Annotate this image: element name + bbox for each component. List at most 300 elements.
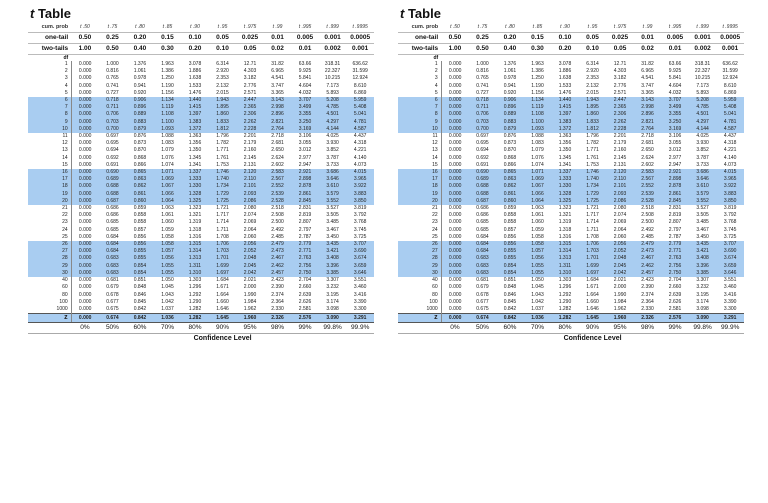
critical-value: 1.706: [209, 241, 237, 248]
critical-value: 2.015: [586, 89, 599, 96]
critical-value: 2.365: [606, 104, 634, 111]
critical-value: 0.855: [496, 255, 524, 262]
table-row: [398, 97, 744, 104]
critical-value: 0.876: [133, 133, 147, 140]
table-row: [398, 155, 744, 162]
critical-value: 2.052: [606, 248, 634, 255]
critical-value: 31.82: [271, 61, 284, 67]
df-value: 30: [398, 270, 441, 277]
critical-value: 0.686: [106, 212, 119, 219]
critical-value: 1.729: [579, 191, 607, 198]
critical-value: 2.179: [613, 140, 627, 147]
critical-value: 2.330: [641, 305, 654, 312]
critical-value: 1.119: [154, 104, 182, 111]
confidence-value: 99.8%: [689, 323, 717, 334]
critical-value: 1.083: [161, 140, 174, 147]
critical-value: 0.685: [106, 219, 119, 226]
critical-value: 2.353: [586, 75, 599, 82]
df-value: 27: [398, 248, 441, 255]
df-value: 25: [398, 234, 441, 241]
critical-value: 3.450: [696, 233, 709, 240]
critical-value: 1.812: [209, 126, 237, 133]
critical-value: 2.552: [634, 183, 662, 190]
one-tail-header-cell: 0.25: [469, 33, 497, 44]
critical-value: 1.860: [209, 111, 237, 118]
two-tails-header-cell: 0.40: [496, 44, 524, 55]
critical-value: 0.741: [476, 82, 489, 89]
table-title: [30, 6, 374, 22]
critical-value: 1.771: [216, 147, 229, 154]
critical-value: 1.108: [154, 111, 182, 118]
critical-value: 2.821: [634, 119, 662, 126]
critical-value: 1.076: [161, 154, 174, 161]
df-value: 16: [28, 169, 71, 176]
critical-value: 1.296: [558, 284, 572, 291]
critical-value: 1.333: [551, 176, 579, 183]
critical-value: 1.638: [188, 75, 202, 82]
df-value: 11: [398, 133, 441, 140]
critical-value: 3.421: [319, 248, 347, 255]
critical-value: 0.000: [441, 191, 469, 198]
critical-value: 2.131: [613, 161, 627, 168]
cum-prob-header-cell: t .9995: [716, 22, 744, 33]
critical-value: 2.898: [291, 176, 319, 183]
critical-value: 2.807: [298, 219, 312, 226]
confidence-value: 99%: [291, 323, 319, 334]
critical-value: 0.692: [476, 154, 489, 161]
critical-value: 3.745: [353, 226, 367, 233]
table-row: [398, 133, 744, 140]
critical-value: 0.000: [78, 140, 92, 147]
critical-value: 0.000: [448, 298, 462, 305]
table-row: [28, 255, 374, 262]
critical-value: 2.718: [271, 133, 284, 140]
critical-value: 3.435: [319, 241, 347, 248]
one-tail-header-cell: 0.0005: [716, 33, 744, 44]
t-distribution-table: [28, 22, 374, 344]
critical-value: 0.842: [503, 305, 517, 312]
critical-value: 0.695: [106, 140, 119, 147]
critical-value: 3.850: [716, 198, 744, 205]
critical-value: 0.848: [503, 284, 517, 291]
critical-value: 3.747: [271, 82, 284, 89]
critical-value: 0.000: [448, 89, 462, 96]
critical-value: 0.000: [78, 68, 92, 75]
critical-value: 0.000: [441, 176, 469, 183]
critical-value: 3.659: [716, 263, 744, 270]
critical-value: 3.646: [716, 270, 744, 277]
table-row: [398, 104, 744, 111]
critical-value: 1.045: [161, 284, 174, 291]
confidence-value: 70%: [524, 323, 552, 334]
critical-value: 3.485: [326, 219, 339, 226]
critical-value: 3.098: [696, 305, 709, 312]
critical-value: 3.930: [326, 140, 339, 147]
df-value: 5: [398, 90, 441, 97]
critical-value: 1.088: [531, 133, 544, 140]
critical-value: 1.886: [188, 68, 202, 75]
critical-value: 1.311: [551, 263, 579, 270]
table-row: [28, 68, 374, 75]
critical-value: 0.688: [469, 183, 497, 190]
critical-value: 0.685: [106, 226, 119, 233]
critical-value: 0.000: [78, 75, 92, 82]
critical-value: 1.042: [161, 298, 174, 305]
critical-value: 2.069: [243, 219, 257, 226]
critical-value: 4.541: [271, 75, 284, 82]
critical-value: 1.746: [579, 169, 607, 176]
critical-value: 4.501: [319, 111, 347, 118]
critical-value: 0.688: [469, 191, 497, 198]
critical-value: 0.683: [99, 263, 127, 270]
critical-value: 2.485: [271, 233, 284, 240]
critical-value: 2.042: [236, 270, 264, 277]
df-value: 2: [398, 68, 441, 75]
critical-value: 0.856: [503, 233, 517, 240]
df-value: 10: [398, 126, 441, 133]
critical-value: 0.000: [71, 241, 99, 248]
critical-value: 2.779: [291, 241, 319, 248]
critical-value: 3.690: [346, 248, 374, 255]
df-value: 11: [28, 133, 71, 140]
critical-value: 1.711: [586, 226, 599, 233]
one-tail-header-cell: 0.05: [209, 33, 237, 44]
critical-value: 2.998: [264, 104, 292, 111]
table-row: [28, 162, 374, 169]
critical-value: 1.190: [161, 82, 174, 89]
critical-value: 2.228: [606, 126, 634, 133]
df-value: 20: [398, 198, 441, 205]
critical-value: 4.303: [613, 68, 627, 75]
critical-value: 4.025: [696, 133, 709, 140]
critical-value: 3.195: [326, 291, 339, 298]
critical-value: 2.650: [271, 147, 284, 154]
critical-value: 3.883: [716, 191, 744, 198]
critical-value: 3.012: [298, 147, 312, 154]
df-value: 23: [398, 219, 441, 226]
df-value: 18: [28, 183, 71, 190]
critical-value: 2.764: [264, 126, 292, 133]
critical-value: 0.692: [106, 154, 119, 161]
df-value: 4: [28, 83, 71, 90]
critical-value: 5.041: [346, 111, 374, 118]
two-tails-header-cell: 0.05: [236, 44, 264, 55]
critical-value: 0.694: [476, 147, 489, 154]
critical-value: 0.978: [503, 75, 517, 82]
table-row: [28, 83, 374, 90]
critical-value: 2.776: [613, 82, 627, 89]
df-value: 8: [398, 111, 441, 118]
t-table-left: [28, 6, 374, 344]
z-value: 2.576: [661, 314, 689, 323]
critical-value: 1.725: [579, 198, 607, 205]
critical-value: 2.639: [668, 291, 682, 298]
df-value: 13: [28, 147, 71, 154]
critical-value: 1.000: [476, 61, 489, 67]
critical-value: 1.895: [579, 104, 607, 111]
table-row: [398, 299, 744, 306]
critical-value: 0.000: [78, 277, 92, 284]
critical-value: 6.314: [586, 61, 599, 67]
critical-value: 1.963: [531, 61, 544, 67]
critical-value: 1.328: [181, 191, 209, 198]
critical-value: 1.156: [161, 89, 174, 96]
critical-value: 1.860: [579, 111, 607, 118]
critical-value: 1.061: [531, 212, 544, 219]
critical-value: 0.866: [133, 161, 147, 168]
confidence-value: 95%: [236, 323, 264, 334]
critical-value: 1.303: [558, 277, 572, 284]
critical-value: 0.855: [496, 248, 524, 255]
critical-value: 0.873: [133, 140, 147, 147]
critical-value: 2.120: [606, 169, 634, 176]
critical-value: 9.925: [668, 68, 682, 75]
df-value: 15: [28, 162, 71, 169]
critical-value: 0.677: [476, 298, 489, 305]
table-row: [398, 140, 744, 147]
z-value: 0.842: [126, 314, 154, 323]
critical-value: 1.282: [558, 305, 572, 312]
critical-value: 2.567: [264, 176, 292, 183]
critical-value: 2.056: [236, 241, 264, 248]
critical-value: 1.250: [531, 75, 544, 82]
critical-value: 0.860: [496, 198, 524, 205]
one-tail-header-cell: 0.01: [634, 33, 662, 44]
critical-value: 0.000: [441, 248, 469, 255]
table-row: [398, 126, 744, 133]
critical-value: 2.306: [606, 111, 634, 118]
critical-value: 3.460: [353, 284, 367, 291]
critical-value: 1.746: [209, 169, 237, 176]
critical-value: 2.145: [613, 154, 627, 161]
critical-value: 0.678: [106, 291, 119, 298]
cum-prob-header-cell: t .999: [689, 22, 717, 33]
critical-value: 3.610: [319, 183, 347, 190]
table-row: [28, 155, 374, 162]
critical-value: 3.787: [696, 154, 709, 161]
critical-value: 1.313: [181, 255, 209, 262]
critical-value: 1.372: [551, 126, 579, 133]
critical-value: 2.779: [661, 241, 689, 248]
critical-value: 0.718: [99, 97, 127, 104]
cum-prob-header: [398, 22, 744, 33]
critical-value: 1.319: [558, 219, 572, 226]
critical-value: 2.048: [236, 255, 264, 262]
critical-value: 0.863: [126, 176, 154, 183]
critical-value: 0.700: [469, 126, 497, 133]
z-value: 3.090: [319, 314, 347, 323]
critical-value: 1.476: [558, 89, 572, 96]
critical-value: 1.684: [586, 277, 599, 284]
critical-value: 0.858: [503, 212, 517, 219]
critical-value: 2.262: [236, 119, 264, 126]
critical-value: 1.042: [531, 298, 544, 305]
critical-value: 0.000: [71, 191, 99, 198]
two-tails-header-cell: 0.20: [551, 44, 579, 55]
critical-value: 3.674: [346, 255, 374, 262]
critical-value: 1.325: [181, 198, 209, 205]
critical-value: 2.660: [668, 284, 682, 291]
critical-value: 1.372: [181, 126, 209, 133]
critical-value: 3.396: [319, 263, 347, 270]
table-row: [28, 270, 374, 277]
one-tail-header-cell: 0.15: [154, 33, 182, 44]
critical-value: 1.350: [188, 147, 202, 154]
critical-value: 3.883: [346, 191, 374, 198]
critical-value: 0.859: [133, 205, 147, 212]
critical-value: 3.467: [696, 226, 709, 233]
critical-value: 6.314: [216, 61, 229, 67]
df-value: 26: [28, 241, 71, 248]
critical-value: 3.579: [319, 191, 347, 198]
critical-value: 0.000: [78, 212, 92, 219]
df-value: 21: [398, 205, 441, 212]
critical-value: 3.055: [668, 140, 682, 147]
critical-value: 0.906: [496, 97, 524, 104]
critical-value: 1.664: [586, 291, 599, 298]
confidence-value: 90%: [209, 323, 237, 334]
critical-value: 2.048: [606, 255, 634, 262]
critical-value: 2.045: [236, 263, 264, 270]
critical-value: 1.646: [216, 305, 229, 312]
critical-value: 1.415: [551, 104, 579, 111]
critical-value: 4.144: [689, 126, 717, 133]
critical-value: 3.819: [723, 205, 737, 212]
critical-value: 1.337: [181, 169, 209, 176]
critical-value: 2.508: [271, 212, 284, 219]
critical-value: 2.021: [613, 277, 627, 284]
critical-value: 2.101: [606, 183, 634, 190]
critical-value: 2.080: [243, 205, 257, 212]
table-row: [398, 248, 744, 255]
critical-value: 0.862: [496, 183, 524, 190]
df-value: 6: [28, 97, 71, 104]
critical-value: 0.000: [71, 97, 99, 104]
one-tail-header-cell: 0.10: [551, 33, 579, 44]
critical-value: 0.000: [78, 133, 92, 140]
one-tail-header-cell: 0.0005: [346, 33, 374, 44]
cum-prob-header-cell: t .90: [181, 22, 209, 33]
critical-value: 3.505: [326, 212, 339, 219]
cum-prob-header-cell: t .85: [524, 22, 552, 33]
critical-value: 2.101: [236, 183, 264, 190]
critical-value: 1.660: [586, 298, 599, 305]
df-value: 8: [28, 111, 71, 118]
critical-value: 2.060: [613, 233, 627, 240]
df-value: 9: [28, 119, 71, 126]
critical-value: 1.796: [216, 133, 229, 140]
critical-value: 4.437: [723, 133, 737, 140]
df-value: 1000: [398, 306, 441, 314]
critical-value: 1.323: [558, 205, 572, 212]
critical-value: 2.021: [243, 277, 257, 284]
critical-value: 3.385: [689, 270, 717, 277]
critical-value: 1.063: [531, 205, 544, 212]
critical-value: 0.000: [71, 169, 99, 176]
critical-value: 1.383: [181, 119, 209, 126]
critical-value: 2.807: [668, 219, 682, 226]
critical-value: 2.539: [634, 191, 662, 198]
df-value: 7: [398, 104, 441, 111]
critical-value: 1.056: [524, 255, 552, 262]
critical-value: 4.140: [723, 154, 737, 161]
critical-value: 2.821: [264, 119, 292, 126]
table-row: [28, 119, 374, 126]
critical-value: 1.717: [216, 212, 229, 219]
critical-value: 3.725: [353, 233, 367, 240]
table-row: [398, 147, 744, 154]
one-tail-header: [28, 33, 374, 44]
critical-value: 3.365: [641, 89, 654, 96]
critical-value: 0.000: [78, 284, 92, 291]
critical-value: 0.000: [448, 140, 462, 147]
critical-value: 1.064: [524, 198, 552, 205]
df-value: 80: [398, 292, 441, 299]
critical-value: 1.303: [188, 277, 202, 284]
table-row: [398, 90, 744, 97]
critical-value: 1.037: [161, 305, 174, 312]
critical-value: 12.924: [352, 75, 368, 82]
critical-value: 1.383: [551, 119, 579, 126]
table-row: [398, 292, 744, 299]
critical-value: 4.073: [723, 161, 737, 168]
critical-value: 3.552: [319, 198, 347, 205]
critical-value: 0.000: [71, 255, 99, 262]
two-tails-header-cell: 0.20: [181, 44, 209, 55]
cum-prob-header-cell: t .9995: [346, 22, 374, 33]
critical-value: 1.363: [558, 133, 572, 140]
critical-value: 0.686: [106, 205, 119, 212]
critical-value: 2.015: [216, 89, 229, 96]
title-rest: Table: [404, 6, 441, 21]
critical-value: 0.941: [133, 82, 147, 89]
critical-value: 1.071: [154, 169, 182, 176]
critical-value: 0.854: [496, 263, 524, 270]
critical-value: 1.990: [243, 291, 257, 298]
critical-value: 2.771: [291, 248, 319, 255]
confidence-title-blank: [398, 334, 441, 345]
critical-value: 5.959: [346, 97, 374, 104]
critical-value: 0.000: [71, 176, 99, 183]
critical-value: 0.856: [133, 233, 147, 240]
critical-value: 31.599: [352, 68, 368, 75]
critical-value: 3.499: [661, 104, 689, 111]
critical-value: 0.941: [503, 82, 517, 89]
critical-value: 1.290: [188, 298, 202, 305]
critical-value: 1.134: [154, 97, 182, 104]
confidence-value: 95%: [606, 323, 634, 334]
critical-value: 2.086: [606, 198, 634, 205]
df-value: 12: [28, 140, 71, 147]
critical-value: 1.069: [154, 176, 182, 183]
critical-value: 0.000: [71, 111, 99, 118]
critical-value: 1.059: [531, 226, 544, 233]
df-value: 6: [398, 97, 441, 104]
critical-value: 0.978: [133, 75, 147, 82]
critical-value: 1.812: [579, 126, 607, 133]
critical-value: 1.311: [181, 263, 209, 270]
table-row: [398, 68, 744, 75]
cum-prob-header-cell: t .975: [606, 22, 634, 33]
critical-value: 1.703: [579, 248, 607, 255]
critical-value: 0.000: [448, 68, 462, 75]
critical-value: 2.479: [634, 241, 662, 248]
critical-value: 2.508: [641, 212, 654, 219]
one-tail-header-cell: 0.025: [236, 33, 264, 44]
cum-prob-header-cell: t .85: [154, 22, 182, 33]
critical-value: 2.492: [271, 226, 284, 233]
confidence-title-blank: [28, 334, 71, 345]
